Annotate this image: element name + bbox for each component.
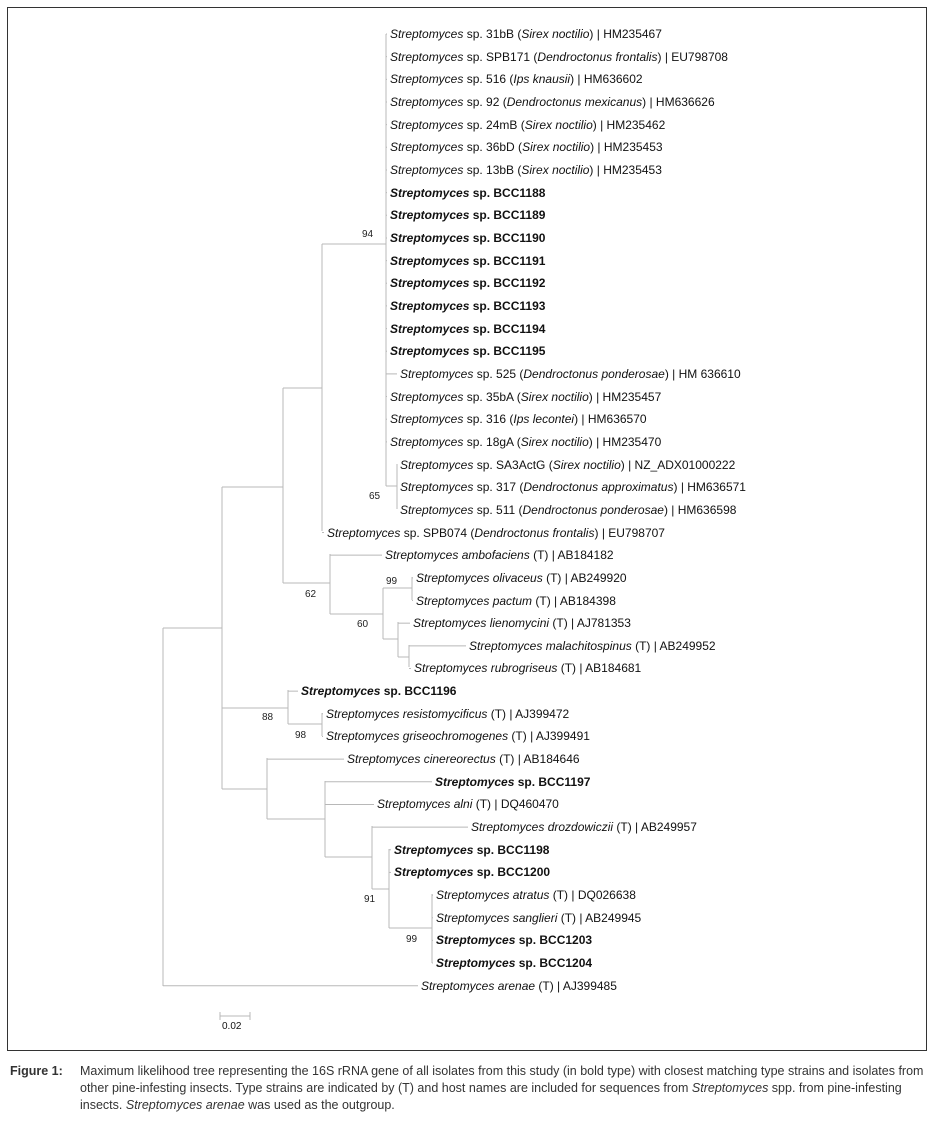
taxon-name-italic: Streptomyces: [390, 344, 470, 359]
taxon-name-italic: Streptomyces: [400, 480, 474, 495]
taxon-name-text: sp. 24mB (: [463, 117, 525, 132]
taxon-name-italic: Streptomyces: [400, 502, 474, 517]
caption-label: Figure 1:: [10, 1064, 63, 1078]
bootstrap-value: 94: [362, 229, 374, 240]
leaf-label: [326, 707, 569, 721]
taxon-name-italic: Streptomyces: [301, 684, 381, 699]
taxon-name-italic: Sirex noctilio: [552, 457, 621, 472]
taxon-name-text: ) | HM235453: [589, 162, 662, 177]
leaf-label: [416, 571, 627, 585]
taxon-name-italic: Streptomyces: [394, 865, 474, 880]
leaf-label: [347, 752, 580, 766]
caption-fragment: spp. from pine-infesting insects.: [80, 1081, 902, 1112]
leaf-label: [390, 163, 662, 177]
leaf-label: [385, 548, 614, 562]
taxon-name-text: sp. 317 (: [473, 480, 524, 495]
caption-fragment: Streptomyces: [691, 1081, 769, 1095]
leaf-label: [390, 231, 545, 245]
leaf-label: [394, 865, 550, 879]
taxon-name-text: sp. SPB171 (: [463, 49, 538, 64]
bootstrap-value: 99: [406, 934, 418, 945]
leaf-label: [390, 27, 662, 41]
taxon-name-italic: Streptomyces cinereorectus: [347, 752, 496, 767]
scale-bar-label: 0.02: [222, 1021, 242, 1032]
taxon-name-italic: Streptomyces: [327, 525, 401, 540]
leaf-label: [390, 322, 545, 336]
figure-caption: [10, 1063, 928, 1114]
taxon-name-text: sp. SPB074 (: [400, 525, 475, 540]
taxon-name-italic: Streptomyces resistomycificus: [326, 706, 488, 721]
caption-text: [80, 1063, 928, 1114]
taxon-name-italic: Streptomyces: [390, 162, 464, 177]
taxon-name-italic: Streptomyces: [400, 457, 474, 472]
taxon-name-italic: Streptomyces drozdowiczii: [471, 820, 614, 835]
leaf-label: [400, 480, 746, 494]
taxon-name-text: (T) | AB249957: [613, 820, 697, 835]
leaf-label: [390, 254, 545, 268]
taxon-name-text: ) | NZ_ADX01000222: [620, 457, 736, 472]
leaf-label: [436, 911, 641, 925]
leaf-label: [390, 208, 545, 222]
taxon-name-italic: Streptomyces: [390, 276, 470, 291]
taxon-name-text: (T) | AB249920: [542, 570, 627, 585]
leaf-label: [414, 661, 641, 675]
taxon-name-text: ) | HM235467: [589, 27, 662, 41]
leaf-label: [390, 276, 545, 290]
taxon-name-italic: Streptomyces malachitospinus: [469, 638, 632, 653]
taxon-name-text: ) | HM235453: [590, 140, 663, 155]
taxon-name-italic: Streptomyces: [390, 117, 464, 132]
taxon-name-text: sp. 13bB (: [463, 162, 522, 177]
leaf-label: [377, 797, 559, 811]
taxon-name-text: ) | HM636571: [673, 480, 746, 495]
taxon-name-text: sp. BCC1191: [469, 253, 546, 268]
taxon-name-italic: Streptomyces: [435, 774, 515, 789]
taxon-name-text: (T) | AJ781353: [549, 616, 631, 631]
taxon-name-text: sp. SA3ActG (: [473, 457, 553, 472]
taxon-name-text: sp. 18gA (: [463, 434, 521, 449]
taxon-name-italic: Streptomyces: [394, 842, 474, 857]
taxon-name-text: sp. BCC1200: [473, 865, 551, 880]
taxon-name-text: (T) | AB184398: [532, 593, 616, 608]
caption-fragment: Streptomyces arenae: [125, 1098, 245, 1112]
leaf-label: [390, 412, 647, 426]
taxon-name-italic: Streptomyces: [390, 412, 464, 427]
taxon-name-italic: Streptomyces: [400, 366, 474, 381]
leaf-label: [400, 458, 735, 472]
taxon-name-italic: Streptomyces griseochromogenes: [326, 729, 509, 744]
taxon-name-italic: Dendroctonus mexicanus: [506, 94, 643, 109]
bootstrap-value: 60: [357, 619, 369, 630]
taxon-name-italic: Streptomyces atratus: [436, 888, 550, 903]
taxon-name-text: sp. BCC1190: [469, 230, 546, 245]
taxon-name-italic: Streptomyces sanglieri: [436, 910, 558, 925]
taxon-name-italic: Streptomyces: [390, 321, 470, 336]
leaf-label: [390, 72, 643, 86]
leaf-label: [400, 503, 736, 517]
taxon-name-text: ) | HM636626: [642, 94, 715, 109]
taxon-name-text: sp. BCC1204: [515, 956, 593, 971]
taxon-name-text: ) | EU798707: [594, 525, 665, 540]
taxon-name-text: (T) | AB249952: [631, 638, 716, 653]
taxon-name-text: sp. BCC1188: [469, 185, 546, 200]
taxon-name-text: sp. BCC1195: [469, 344, 546, 359]
taxon-name-italic: Streptomyces alni: [377, 797, 473, 812]
taxon-name-italic: Dendroctonus frontalis: [537, 49, 658, 64]
taxon-name-text: sp. 511 (: [473, 502, 523, 517]
taxon-name-italic: Streptomyces: [390, 185, 470, 200]
taxon-name-italic: Streptomyces: [390, 389, 464, 404]
taxon-name-italic: Dendroctonus ponderosae: [523, 366, 665, 381]
caption-fragment: was used as the outgroup.: [244, 1098, 395, 1112]
taxon-name-text: sp. 36bD (: [463, 140, 523, 155]
leaf-label: [469, 639, 716, 653]
leaf-label: [471, 820, 697, 834]
taxon-name-text: sp. BCC1203: [515, 933, 593, 948]
taxon-name-italic: Streptomyces: [436, 956, 516, 971]
taxon-name-text: (T) | DQ026638: [549, 888, 636, 903]
taxon-name-text: ) | HM 636610: [664, 366, 741, 381]
taxon-name-text: (T) | DQ460470: [472, 797, 559, 812]
leaf-label: [435, 775, 590, 789]
leaf-label: [416, 594, 616, 608]
taxon-name-italic: Dendroctonus frontalis: [474, 525, 595, 540]
taxon-name-text: (T) | AB184182: [529, 548, 614, 563]
taxon-name-text: (T) | AJ399485: [535, 978, 617, 993]
taxon-name-text: sp. 516 (: [463, 72, 514, 87]
taxon-name-italic: Streptomyces ambofaciens: [385, 548, 530, 563]
leaf-label: [421, 979, 617, 993]
taxon-name-italic: Streptomyces: [390, 49, 464, 64]
leaf-label: [413, 616, 631, 630]
leaf-label: [390, 344, 545, 358]
taxon-name-italic: Streptomyces: [390, 208, 470, 223]
taxon-name-italic: Streptomyces pactum: [416, 593, 533, 608]
taxon-name-text: sp. BCC1198: [473, 842, 550, 857]
taxon-name-italic: Sirex noctilio: [521, 27, 590, 41]
taxon-name-text: sp. 316 (: [463, 412, 514, 427]
taxon-name-text: ) | HM235470: [588, 434, 662, 449]
taxon-name-italic: Streptomyces: [390, 94, 464, 109]
taxon-name-text: sp. 31bB (: [463, 27, 522, 41]
bootstrap-value: 91: [364, 894, 376, 905]
leaf-label: [390, 186, 545, 200]
taxon-name-italic: Streptomyces arenae: [421, 978, 536, 993]
taxon-name-italic: Sirex noctilio: [522, 140, 591, 155]
leaf-label: [390, 435, 661, 449]
bootstrap-value: 65: [369, 491, 381, 502]
taxon-name-italic: Streptomyces: [390, 27, 464, 41]
taxon-name-text: sp. BCC1196: [380, 684, 457, 699]
leaf-label: [390, 95, 715, 109]
taxon-name-italic: Ips knausii: [513, 72, 571, 87]
leaf-label: [436, 888, 636, 902]
leaf-label: [390, 140, 663, 154]
leaf-label: [326, 729, 590, 743]
taxon-name-text: (T) | AJ399491: [508, 729, 590, 744]
leaf-label: [390, 50, 728, 64]
bootstrap-value: 62: [305, 589, 317, 600]
taxon-name-italic: Sirex noctilio: [520, 434, 589, 449]
leaf-label: [394, 843, 549, 857]
taxon-name-italic: Streptomyces: [390, 298, 470, 313]
taxon-name-text: ) | HM636598: [663, 502, 737, 517]
taxon-name-italic: Streptomyces lienomycini: [413, 616, 550, 631]
bootstrap-value: 88: [262, 712, 274, 723]
leaf-label: [390, 118, 665, 132]
leaf-label: [400, 367, 741, 381]
taxon-name-italic: Ips lecontei: [513, 412, 575, 427]
taxon-name-italic: Sirex noctilio: [520, 389, 589, 404]
leaf-label: [436, 933, 592, 947]
taxon-name-italic: Streptomyces: [390, 434, 464, 449]
bootstrap-value: 98: [295, 730, 307, 741]
leaf-label: [390, 299, 545, 313]
taxon-name-text: sp. BCC1194: [469, 321, 546, 336]
taxon-name-text: (T) | AJ399472: [487, 706, 570, 721]
taxon-name-italic: Sirex noctilio: [524, 117, 593, 132]
taxon-name-text: ) | HM235457: [588, 389, 662, 404]
leaf-label: [436, 956, 592, 970]
taxon-name-text: (T) | AB184681: [557, 661, 642, 676]
taxon-name-text: sp. BCC1192: [469, 276, 546, 291]
leaf-label: [301, 684, 456, 698]
taxon-name-text: sp. 92 (: [463, 94, 507, 109]
caption-fragment: Maximum likelihood tree representing the 16S rRNA gene of all isolates from this study (in bold type) with closest matching type strains and isolates from other pine-infesting insects. Type strains are indicated by (T) and host names are included for sequences from: [80, 1064, 924, 1095]
taxon-name-text: ) | EU798708: [657, 49, 728, 64]
taxon-name-italic: Dendroctonus ponderosae: [522, 502, 664, 517]
taxon-name-text: (T) | AB249945: [557, 910, 642, 925]
taxon-name-text: sp. BCC1189: [469, 208, 546, 223]
taxon-name-text: sp. 35bA (: [463, 389, 521, 404]
taxon-name-text: ) | HM636570: [574, 412, 647, 427]
taxon-name-text: ) | HM636602: [570, 72, 643, 87]
taxon-name-italic: Streptomyces rubrogriseus: [414, 661, 558, 676]
bootstrap-value: 99: [386, 576, 398, 587]
taxon-name-text: sp. 525 (: [473, 366, 524, 381]
leaf-label: [390, 390, 661, 404]
leaf-label: [327, 526, 665, 540]
taxon-name-italic: Streptomyces: [390, 72, 464, 87]
taxon-name-italic: Streptomyces: [390, 253, 470, 268]
taxon-name-text: sp. BCC1193: [469, 298, 546, 313]
taxon-name-italic: Sirex noctilio: [521, 162, 590, 177]
taxon-name-italic: Streptomyces: [436, 933, 516, 948]
taxon-name-italic: Streptomyces: [390, 230, 470, 245]
taxon-name-text: (T) | AB184646: [495, 752, 580, 767]
taxon-name-italic: Streptomyces: [390, 140, 464, 155]
taxon-name-text: ) | HM235462: [592, 117, 666, 132]
taxon-name-text: sp. BCC1197: [514, 774, 591, 789]
taxon-name-italic: Streptomyces olivaceus: [416, 570, 543, 585]
taxon-name-italic: Dendroctonus approximatus: [523, 480, 674, 495]
